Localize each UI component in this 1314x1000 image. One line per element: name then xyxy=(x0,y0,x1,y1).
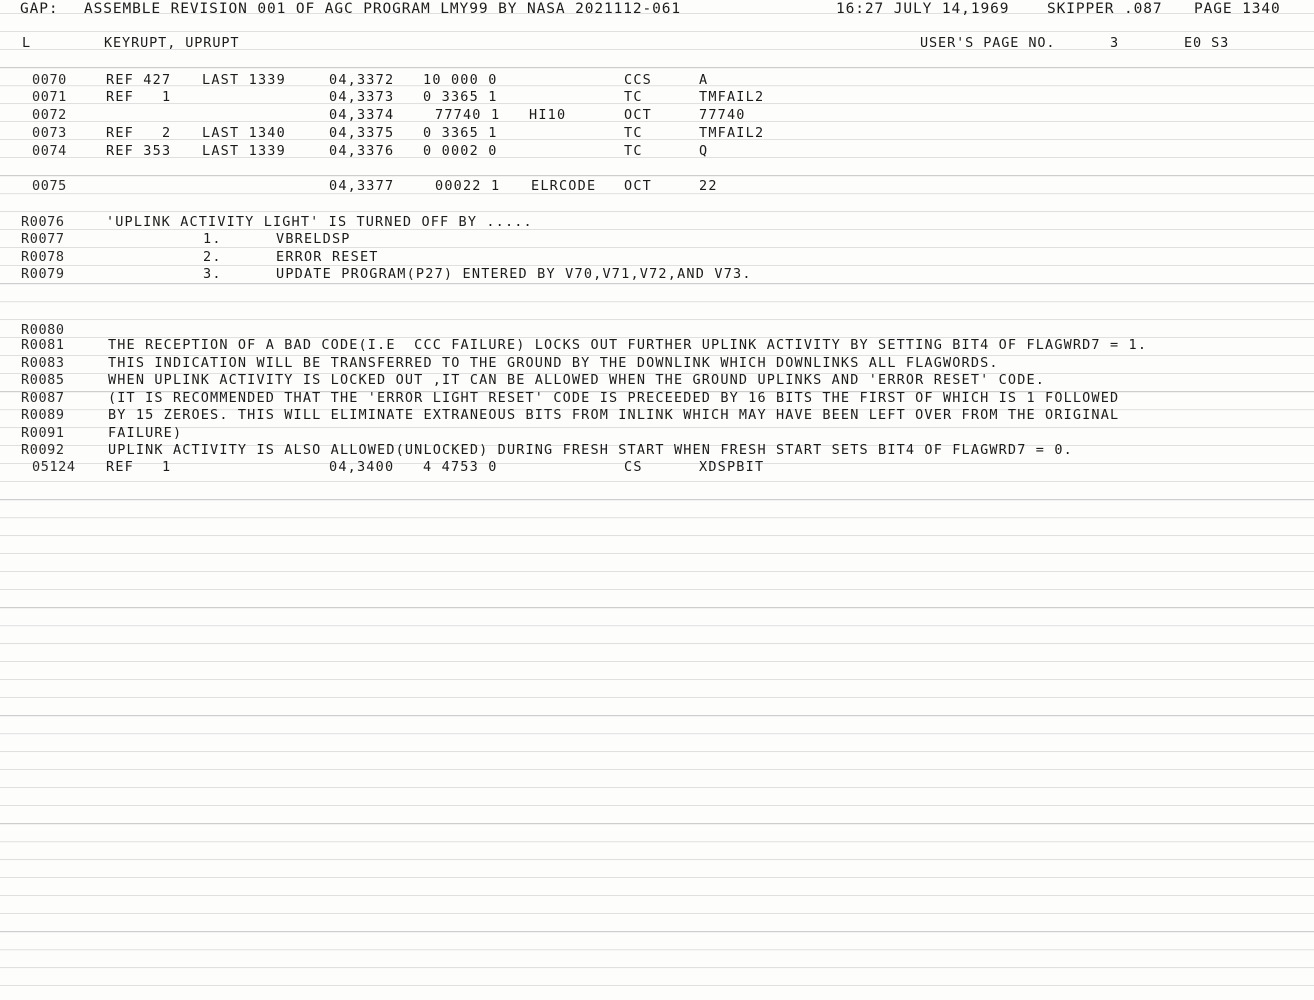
remark-line xyxy=(0,213,1314,231)
remark-line xyxy=(0,406,1314,424)
code-line xyxy=(0,177,1314,195)
remark-text: FAILURE) xyxy=(108,425,183,441)
label-field: HI10 xyxy=(529,107,567,123)
code-line xyxy=(0,71,1314,89)
line-number: 0070 xyxy=(32,72,67,88)
address-field: 04,3373 xyxy=(329,89,395,105)
address-field: 04,3372 xyxy=(329,72,395,88)
users-page-number: 3 xyxy=(1110,35,1120,51)
octal-word: 0 0002 0 xyxy=(423,143,498,159)
opcode-field: TC xyxy=(624,89,643,105)
operand-field: Q xyxy=(699,143,709,159)
remark-text: BY 15 ZEROES. THIS WILL ELIMINATE EXTRANEOUS BITS FROM INLINK WHICH MAY HAVE BEEN LEFT OVER FROM THE ORIGINAL xyxy=(108,407,1120,423)
remark-text: THIS INDICATION WILL BE TRANSFERRED TO THE GROUND BY THE DOWNLINK WHICH DOWNLINKS ALL FLAGWORDS. xyxy=(108,355,999,371)
remark-line-number: R0077 xyxy=(21,231,65,247)
label-field: ELRCODE xyxy=(531,178,597,194)
last-field: LAST 1339 xyxy=(202,143,286,159)
opcode-field: OCT xyxy=(624,178,652,194)
remark-line-number: R0091 xyxy=(21,425,65,441)
remark-text: UPLINK ACTIVITY IS ALSO ALLOWED(UNLOCKED) DURING FRESH START WHEN FRESH START SETS BIT4 OF FLAGWRD7 = 0. xyxy=(108,442,1073,458)
remark-line-number: R0076 xyxy=(21,214,65,230)
remark-text: WHEN UPLINK ACTIVITY IS LOCKED OUT ,IT CAN BE ALLOWED WHEN THE GROUND UPLINKS AND 'ERROR RESET' CODE. xyxy=(108,372,1046,388)
address-field: 04,3376 xyxy=(329,143,395,159)
remark-line-number: R0078 xyxy=(21,249,65,265)
address-field: 04,3377 xyxy=(329,178,395,194)
page-header xyxy=(0,0,1314,20)
ref-field: REF 353 xyxy=(106,143,172,159)
remark-line xyxy=(0,354,1314,372)
remark-item-text: ERROR RESET xyxy=(276,249,379,265)
remark-line-number: R0092 xyxy=(21,442,65,458)
last-field: LAST 1339 xyxy=(202,72,286,88)
line-number: 0075 xyxy=(32,178,67,194)
octal-word: 0 3365 1 xyxy=(423,89,498,105)
opcode-field: CS xyxy=(624,459,643,475)
column-marker: L xyxy=(22,35,32,51)
address-field: 04,3374 xyxy=(329,107,395,123)
remark-text: 'UPLINK ACTIVITY LIGHT' IS TURNED OFF BY ..... xyxy=(106,214,533,230)
assembly-title: ASSEMBLE REVISION 001 OF AGC PROGRAM LMY99 BY NASA 2021112-061 xyxy=(84,1,682,17)
remark-item-number: 2. xyxy=(203,249,222,265)
page-number: PAGE 1340 xyxy=(1194,1,1281,17)
ref-field: REF 2 xyxy=(106,125,172,141)
section-title: KEYRUPT, UPRUPT xyxy=(104,35,240,51)
remark-line xyxy=(0,389,1314,407)
ref-field: REF 1 xyxy=(106,459,172,475)
opcode-field: OCT xyxy=(624,107,652,123)
code-line xyxy=(0,88,1314,106)
code-line xyxy=(0,124,1314,142)
remark-line xyxy=(0,248,1314,266)
users-page-label: USER'S PAGE NO. xyxy=(920,35,1056,51)
remark-line xyxy=(0,424,1314,442)
line-number: 05124 xyxy=(32,459,76,475)
remark-line xyxy=(0,336,1314,354)
operand-field: 77740 xyxy=(699,107,746,123)
last-field: LAST 1340 xyxy=(202,125,286,141)
address-field: 04,3400 xyxy=(329,459,395,475)
code-line xyxy=(0,106,1314,124)
operand-field: A xyxy=(699,72,709,88)
operand-field: TMFAIL2 xyxy=(699,89,765,105)
address-field: 04,3375 xyxy=(329,125,395,141)
page-code: E0 S3 xyxy=(1184,35,1230,51)
octal-word: 00022 1 xyxy=(435,178,501,194)
line-number: 0071 xyxy=(32,89,67,105)
remark-item-text: VBRELDSP xyxy=(276,231,351,247)
octal-word: 10 000 0 xyxy=(423,72,498,88)
remark-line-number: R0087 xyxy=(21,390,65,406)
skipper-label: SKIPPER .087 xyxy=(1047,1,1163,17)
remark-text: (IT IS RECOMMENDED THAT THE 'ERROR LIGHT RESET' CODE IS PRECEEDED BY 16 BITS THE FIRST OF WHICH IS 1 FOLLOWED xyxy=(108,390,1120,406)
line-number: 0074 xyxy=(32,143,67,159)
line-number: 0072 xyxy=(32,107,67,123)
timestamp: 16:27 JULY 14,1969 xyxy=(836,1,1010,17)
remark-line xyxy=(0,441,1314,459)
remark-item-number: 1. xyxy=(203,231,222,247)
opcode-field: TC xyxy=(624,143,643,159)
remark-line-number: R0085 xyxy=(21,372,65,388)
remark-item-number: 3. xyxy=(203,266,222,282)
operand-field: XDSPBIT xyxy=(699,459,765,475)
remark-text: THE RECEPTION OF A BAD CODE(I.E CCC FAILURE) LOCKS OUT FURTHER UPLINK ACTIVITY BY SETTING BIT4 OF FLAGWRD7 = 1. xyxy=(108,337,1148,353)
ref-field: REF 427 xyxy=(106,72,172,88)
code-line xyxy=(0,458,1314,476)
code-line xyxy=(0,142,1314,160)
octal-word: 4 4753 0 xyxy=(423,459,498,475)
gap-label: GAP: xyxy=(20,1,59,17)
operand-field: 22 xyxy=(699,178,718,194)
opcode-field: TC xyxy=(624,125,643,141)
remark-line-number: R0083 xyxy=(21,355,65,371)
octal-word: 0 3365 1 xyxy=(423,125,498,141)
remark-item-text: UPDATE PROGRAM(P27) ENTERED BY V70,V71,V72,AND V73. xyxy=(276,266,752,282)
remark-line-number: R0081 xyxy=(21,337,65,353)
operand-field: TMFAIL2 xyxy=(699,125,765,141)
ref-field: REF 1 xyxy=(106,89,172,105)
remark-line-number: R0079 xyxy=(21,266,65,282)
remark-line xyxy=(0,371,1314,389)
octal-word: 77740 1 xyxy=(435,107,501,123)
opcode-field: CCS xyxy=(624,72,652,88)
remark-line xyxy=(0,230,1314,248)
remark-line-number: R0080 xyxy=(21,322,65,338)
remark-line xyxy=(0,265,1314,283)
line-number: 0073 xyxy=(32,125,67,141)
remark-line-number: R0089 xyxy=(21,407,65,423)
sub-header xyxy=(0,34,1314,54)
